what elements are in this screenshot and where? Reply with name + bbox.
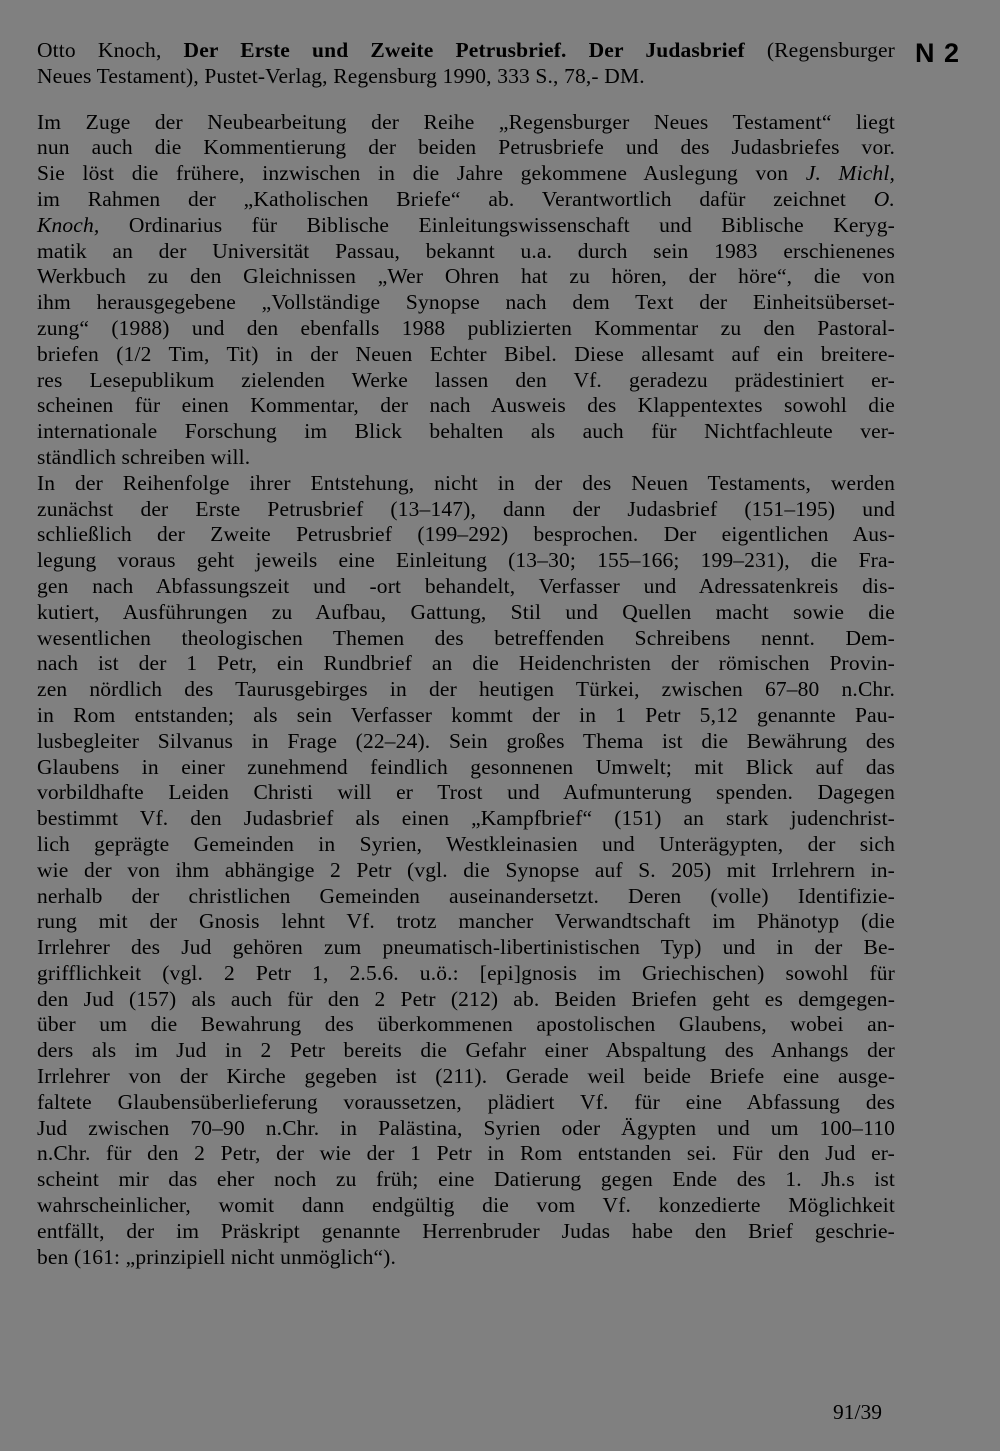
text-line (37, 1167, 895, 1193)
text-run: Neues Testament), Pustet-Verlag, Regensburg 1990, 333 S., 78,- DM. (37, 63, 645, 88)
text-run: ständlich schreiben will. (37, 444, 251, 469)
text-run: Ordinarius für Biblische Einleitungswissenschaft und Biblische Keryg- (99, 212, 895, 237)
text-run: ders als im Jud in 2 Petr bereits die Gefahr einer Abspaltung des Anhangs der (37, 1038, 895, 1063)
text-line (37, 38, 895, 64)
text-run: In der Reihenfolge ihrer Entstehung, nicht in der des Neuen Testaments, werden (37, 470, 895, 495)
text-line (37, 729, 895, 755)
text-run: schließlich der Zweite Petrusbrief (199–292) besprochen. Der eigentlichen Aus- (37, 522, 895, 547)
text-run: rung mit der Gnosis lehnt Vf. trotz mancher Verwandtschaft im Phänotyp (die (37, 909, 895, 934)
text-run: Sie löst die frühere, inzwischen in die Jahre gekommene Auslegung von (37, 161, 806, 186)
text-run: vorbildhafte Leiden Christi will er Trost und Aufmunterung spenden. Dagegen (37, 780, 895, 805)
text-run: den Jud (157) als auch für den 2 Petr (212) ab. Beiden Briefen geht es demgegen- (37, 986, 895, 1011)
text-run: nun auch die Kommentierung der beiden Petrusbriefe und des Judasbriefes vor. (37, 135, 895, 160)
text-line (37, 961, 895, 987)
text-line (37, 935, 895, 961)
text-line (37, 290, 895, 316)
text-line (37, 780, 895, 806)
text-run: internationale Forschung im Blick behalten als auch für Nichtfachleute ver- (37, 419, 895, 444)
text-line (37, 368, 895, 394)
text-run: faltete Glaubensüberlieferung voraussetzen, plädiert Vf. für eine Abfassung des (37, 1089, 895, 1114)
review-body (37, 110, 895, 1271)
text-run: grifflichkeit (vgl. 2 Petr 1, 2.5.6. u.ö.: [epi]gnosis im Griechischen) sowohl für (37, 960, 895, 985)
text-run: Im Zuge der Neubearbeitung der Reihe „Regensburger Neues Testament“ liegt (37, 109, 895, 134)
text-line (37, 342, 895, 368)
text-line (37, 703, 895, 729)
text-run: Irrlehrer des Jud gehören zum pneumatisch-libertinistischen Typ) und in der Be- (37, 935, 895, 960)
text-run: Glaubens in einer zunehmend feindlich gesonnenen Umwelt; mit Blick auf das (37, 754, 895, 779)
text-line (37, 497, 895, 523)
text-run: entfällt, der im Präskript genannte Herrenbruder Judas habe den Brief geschrie- (37, 1218, 895, 1243)
text-run: nach ist der 1 Petr, ein Rundbrief an die Heidenchristen der römischen Provin- (37, 651, 895, 676)
text-line (37, 651, 895, 677)
text-run: lich geprägte Gemeinden in Syrien, Westkleinasien und Unterägypten, der sich (37, 831, 895, 856)
text-run: res Lesepublikum zielenden Werke lassen den Vf. geradezu prädestiniert er- (37, 367, 895, 392)
text-line (37, 419, 895, 445)
text-run: Werkbuch zu den Gleichnissen „Wer Ohren hat zu hören, der höre“, die von (37, 264, 895, 289)
text-line (37, 187, 895, 213)
paragraph-gap (37, 90, 895, 110)
text-run: (Regensburger (744, 38, 895, 62)
text-line (37, 64, 895, 90)
text-line (37, 239, 895, 265)
text-line (37, 1064, 895, 1090)
text-line (37, 600, 895, 626)
text-run: bestimmt Vf. den Judasbrief als einen „Kampfbrief“ (151) an stark judenchrist- (37, 806, 895, 831)
text-line (37, 393, 895, 419)
text-run: ihm herausgegebene „Vollständige Synopse nach dem Text der Einheitsüberset- (37, 290, 895, 315)
text-run: über um die Bewahrung des überkommenen apostolischen Glaubens, wobei an- (37, 1012, 895, 1037)
text-run: n.Chr. für den 2 Petr, der wie der 1 Petr in Rom entstanden sei. Für den Jud er- (37, 1141, 895, 1166)
text-run: Irrlehrer von der Kirche gegeben ist (211). Gerade weil beide Briefe eine ausge- (37, 1064, 895, 1089)
text-run: O. (873, 186, 895, 211)
text-run: briefen (1/2 Tim, Tit) in der Neuen Echter Bibel. Diese allesamt auf ein breitere- (37, 341, 895, 366)
text-run: zung“ (1988) und den ebenfalls 1988 publizierten Kommentar zu den Pastoral- (37, 315, 895, 340)
text-line (37, 1245, 895, 1271)
text-line (37, 548, 895, 574)
text-run: scheinen für einen Kommentar, der nach Ausweis des Klappentextes sowohl die (37, 393, 895, 418)
text-run: J. Michl, (805, 161, 895, 186)
text-line (37, 213, 895, 239)
text-run: legung voraus geht jeweils eine Einleitung (13–30; 155–166; 199–231), die Fra- (37, 548, 895, 573)
text-run: Jud zwischen 70–90 n.Chr. in Palästina, Syrien oder Ägypten und um 100–110 (37, 1115, 895, 1140)
text-line (37, 987, 895, 1013)
text-run: Otto Knoch, (37, 38, 184, 62)
text-run: matik an der Universität Passau, bekannt u.a. durch sein 1983 erschienenes (37, 238, 895, 263)
text-line (37, 1116, 895, 1142)
text-line (37, 1193, 895, 1219)
text-line (37, 1090, 895, 1116)
text-line (37, 832, 895, 858)
text-line (37, 522, 895, 548)
text-line (37, 316, 895, 342)
text-line (37, 1038, 895, 1064)
text-line (37, 264, 895, 290)
section-code: N 2 (914, 38, 960, 68)
text-line (37, 1219, 895, 1245)
text-line (37, 135, 895, 161)
text-run: nerhalb der christlichen Gemeinden auseinandersetzt. Deren (volle) Identifizie- (37, 883, 895, 908)
text-run: wesentlichen theologischen Themen des betreffenden Schreibens nennt. Dem- (37, 625, 895, 650)
book-citation (37, 38, 895, 90)
review-page (37, 38, 895, 1270)
text-line (37, 574, 895, 600)
text-line (37, 884, 895, 910)
page-number: 91/39 (833, 1400, 882, 1424)
text-run: wahrscheinlicher, womit dann endgültig die vom Vf. konzedierte Möglichkeit (37, 1193, 895, 1218)
text-run: Der Erste und Zweite Petrusbrief. Der Judasbrief (183, 38, 745, 62)
text-run: lusbegleiter Silvanus in Frage (22–24). Sein großes Thema ist die Bewährung des (37, 728, 895, 753)
text-line (37, 161, 895, 187)
text-run: gen nach Abfassungszeit und -ort behandelt, Verfasser und Adressatenkreis dis- (37, 573, 895, 598)
text-run: wie der von ihm abhängige 2 Petr (vgl. die Synopse auf S. 205) mit Irrlehrern in- (37, 857, 895, 882)
text-run: ben (161: „prinzipiell nicht unmöglich“). (37, 1244, 397, 1269)
text-run: zen nördlich des Taurusgebirges in der heutigen Türkei, zwischen 67–80 n.Chr. (37, 677, 895, 702)
text-line (37, 909, 895, 935)
text-line (37, 858, 895, 884)
text-run: kutiert, Ausführungen zu Aufbau, Gattung, Stil und Quellen macht sowie die (37, 599, 895, 624)
text-line (37, 445, 895, 471)
text-run: scheint mir das eher noch zu früh; eine Datierung gegen Ende des 1. Jh.s ist (37, 1167, 895, 1192)
text-line (37, 1012, 895, 1038)
text-line (37, 110, 895, 136)
text-run: in Rom entstanden; als sein Verfasser kommt der in 1 Petr 5,12 genannte Pau- (37, 702, 895, 727)
text-run: Knoch, (37, 212, 100, 237)
text-line (37, 1141, 895, 1167)
text-line (37, 471, 895, 497)
text-line (37, 755, 895, 781)
text-run: zunächst der Erste Petrusbrief (13–147), dann der Judasbrief (151–195) und (37, 496, 895, 521)
text-line (37, 806, 895, 832)
text-line (37, 626, 895, 652)
text-line (37, 677, 895, 703)
text-run: im Rahmen der „Katholischen Briefe“ ab. Verantwortlich dafür zeichnet (37, 186, 874, 211)
